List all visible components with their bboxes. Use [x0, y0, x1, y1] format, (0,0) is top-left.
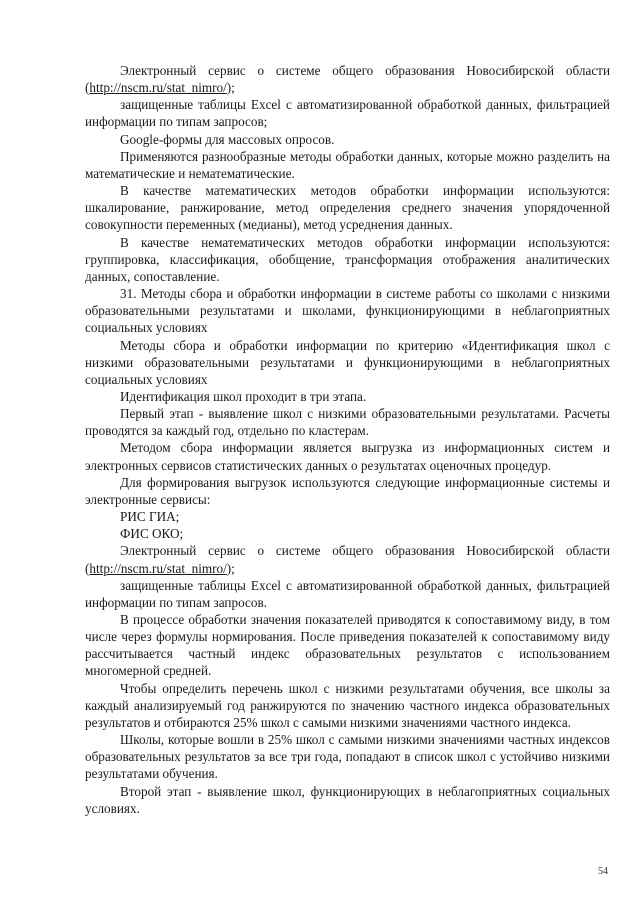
page-number: 54	[598, 866, 608, 877]
paragraph: Школы, которые вошли в 25% школ с самыми низкими значениями частных индексов образовательных результатов за все три года, попадают в список школ с устойчиво низкими результатами обучения.	[85, 732, 610, 782]
paragraph: Google-формы для массовых опросов.	[120, 131, 335, 147]
stat-nimro-link[interactable]: http://nscm.ru/stat_nimro/	[89, 560, 227, 576]
paragraph-text: );	[226, 560, 235, 576]
body-text	[85, 62, 610, 817]
paragraph: защищенные таблицы Excel с автоматизированной обработкой данных, фильтрацией информации по типам запросов.	[85, 577, 610, 610]
list-item: ФИС ОКО;	[120, 526, 184, 542]
paragraph: Методы сбора и обработки информации по критерию «Идентификация школ с низкими образовательными результатами и функционирующими в неблагоприятных социальных условиях	[85, 337, 610, 387]
paragraph: Применяются разнообразные методы обработки данных, которые можно разделить на математические и нематематические.	[85, 148, 610, 181]
paragraph-service-2	[85, 542, 610, 576]
paragraph: Идентификация школ проходит в три этапа.	[120, 388, 367, 404]
paragraph: В качестве нематематических методов обработки информации используются: группировка, классификация, обобщение, трансформация отображения аналитических данных, сопоставление.	[85, 234, 610, 284]
paragraph: В процессе обработки значения показателей приводятся к сопоставимому виду, в том числе через формулы нормирования. После приведения показателей к сопоставимому виду рассчитывается частный индекс образовательных результатов с использованием многомерной средней.	[85, 612, 610, 679]
stat-nimro-link[interactable]: http://nscm.ru/stat_nimro/	[89, 80, 227, 96]
paragraph: защищенные таблицы Excel с автоматизированной обработкой данных, фильтрацией информации по типам запросов;	[85, 97, 610, 130]
paragraph: В качестве математических методов обработки информации используются: шкалирование, ранжирование, метод определения среднего значения упорядоченной совокупности переменных (медианы), метод усреднения данных.	[85, 183, 610, 233]
paragraph-text: );	[226, 80, 235, 96]
paragraph: Для формирования выгрузок используются следующие информационные системы и электронные сервисы:	[85, 474, 610, 507]
list-item: РИС ГИА;	[120, 509, 180, 525]
paragraph-text: Электронный сервис о системе общего образования Новосибирской области (	[85, 543, 610, 576]
paragraph-service-1	[85, 62, 610, 96]
paragraph: Первый этап - выявление школ с низкими образовательными результатами. Расчеты проводятся за каждый год, отдельно по кластерам.	[85, 406, 610, 439]
section-heading-31: 31. Методы сбора и обработки информации в системе работы со школами с низкими образовательными результатами и школами, функционирующими в неблагоприятных социальных условиях	[85, 286, 610, 336]
paragraph-text: Электронный сервис о системе общего образования Новосибирской области (	[85, 63, 610, 96]
paragraph: Второй этап - выявление школ, функционирующих в неблагоприятных социальных условиях.	[85, 783, 610, 816]
paragraph: Методом сбора информации является выгрузка из информационных систем и электронных сервисов статистических данных о результатах оценочных процедур.	[85, 440, 610, 473]
paragraph: Чтобы определить перечень школ с низкими результатами обучения, все школы за каждый анализируемый год ранжируются по значению частного индекса образовательных результатов и отбираются 25% школ с самыми низкими значениями частного индекса.	[85, 680, 610, 730]
